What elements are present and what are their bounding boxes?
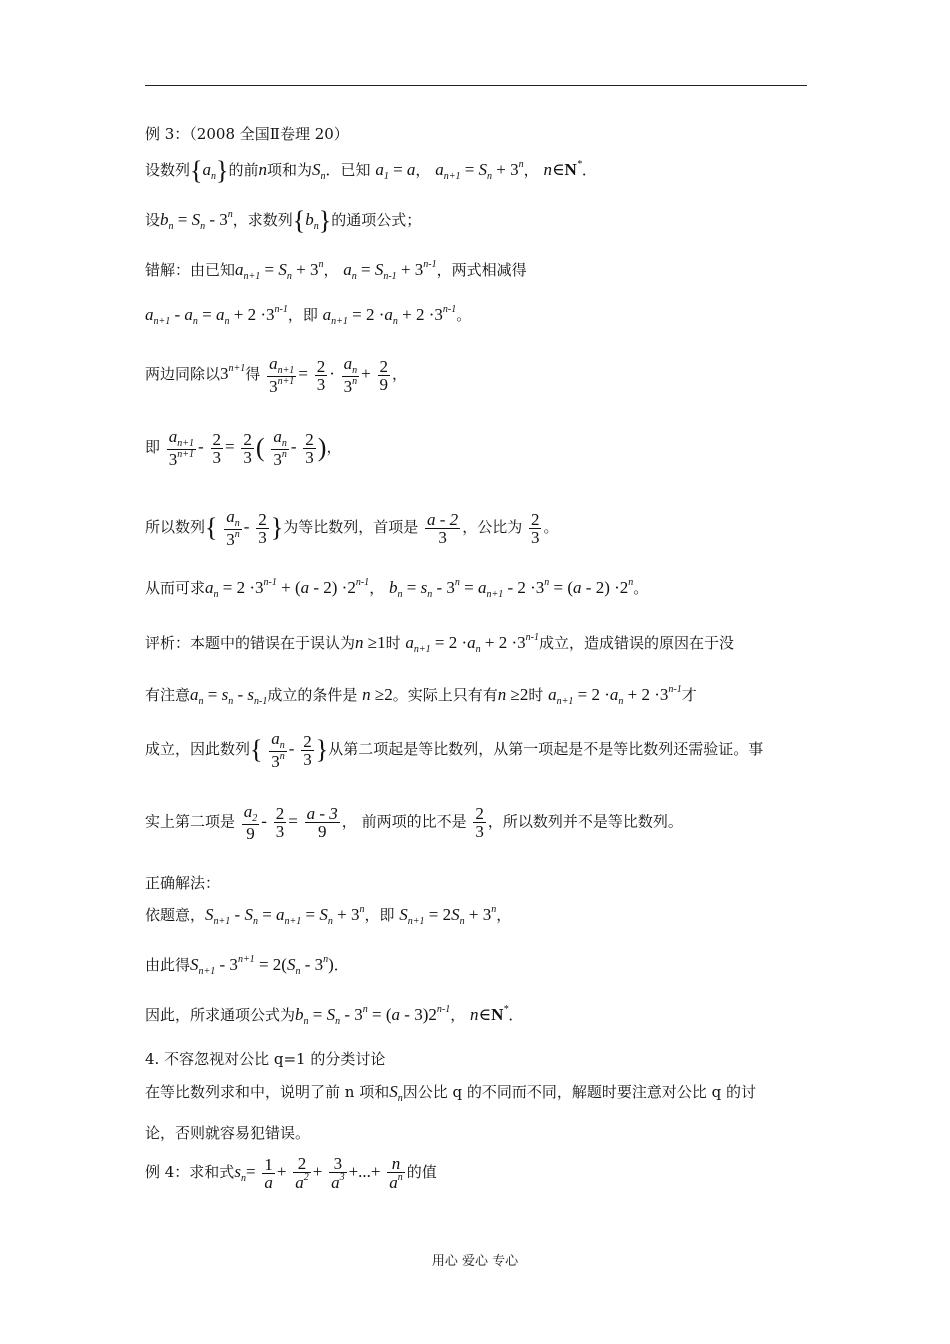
wrong-solution-line-6: 从而可求$a_n = 2 \cdot 3^{n-1} + (a - 2) \cdot 2^{n-1}$， $b_n = s_n - 3^n = a_{n+1} - 2 \cdot 3^n = (a - 2) \cdot 2^n$。 bbox=[145, 577, 649, 600]
header-rule bbox=[145, 85, 807, 86]
wrong-solution-line-1: 错解：由已知$a_{n+1} = S_n + 3^n$， $a_n = S_{n-1} + 3^{n-1}$，两式相减得 bbox=[145, 259, 527, 282]
section-4-paragraph-line-1: 在等比数列求和中，说明了前 n 项和$S_n$因公比 q 的不同而不同，解题时要注意对公比 q 的讨 bbox=[145, 1082, 756, 1104]
section-4-title: 4. 不容忽视对公比 q=1 的分类讨论 bbox=[145, 1050, 386, 1068]
example-4-line: 例 4：求和式$s_n=$ $\frac{1}{a}$ + $\frac{2}{a^2}$ + $\frac{3}{a^3}$ +...+ $\frac{n}{a^n}$ 的值 bbox=[145, 1154, 437, 1192]
correct-solution-line-1: 依题意，$S_{n+1} - S_n = a_{n+1} = S_n + 3^n$，即 $S_{n+1} = 2S_n + 3^n$， bbox=[145, 904, 512, 927]
wrong-solution-line-2: $a_{n+1} - a_n = a_n + 2 \cdot 3^{n-1}$，即 $a_{n+1} = 2 \cdot a_n + 2 \cdot 3^{n-1}$。 bbox=[145, 304, 472, 327]
problem-line-1: 设数列$\{a_n\}$的前n项和为$S_n$．已知 $a_1 = a$， $a_{n+1} = S_n + 3^n$， n∈N*． bbox=[145, 156, 597, 185]
analysis-line-2: 有注意$a_n = s_n - s_{n-1}$成立的条件是 n ≥2。实际上只有有n ≥2时 $a_{n+1} = 2 \cdot a_n + 2 \cdot 3^{n-1}$才 bbox=[145, 684, 697, 707]
section-4-paragraph-line-2: 论，否则就容易犯错误。 bbox=[145, 1124, 311, 1142]
problem-line-2: 设$b_n = S_n - 3^n$，求数列$\{b_n\}$的通项公式； bbox=[145, 206, 422, 235]
analysis-line-1: 评析：本题中的错误在于误认为n ≥1时 $a_{n+1} = 2 \cdot a_n + 2 \cdot 3^{n-1}$成立，造成错误的原因在于没 bbox=[145, 632, 735, 655]
wrong-solution-line-5: 所以数列{ $\frac{a_n}{3^n}$ - $\frac{2}{3}$ }为等比数列，首项是 $\frac{a - 2}{3}$ ，公比为 $\frac{2}{3}$ 。 bbox=[145, 507, 559, 549]
correct-solution-heading: 正确解法： bbox=[145, 874, 221, 892]
wrong-solution-line-3: 两边同除以$3^{n+1}$得 $\frac{a_{n+1}}{3^{n+1}}$ = $\frac{2}{3}$ · $\frac{a_n}{3^n}$ + $\frac{2}{9}$ ， bbox=[145, 354, 408, 396]
example-3-title: 例 3：（2008 全国Ⅱ卷理 20） bbox=[145, 125, 349, 143]
wrong-solution-line-4: 即 $\frac{a_{n+1}}{3^{n+1}}$ - $\frac{2}{3}$ = $\frac{2}{3}$ ( $\frac{a_n}{3^n}$ - $\frac{2}{3}$ )， bbox=[145, 427, 342, 469]
correct-solution-line-3: 因此，所求通项公式为$b_n = S_n - 3^n = (a - 3)2^{n-1}$， n∈N*． bbox=[145, 1004, 524, 1027]
analysis-line-4: 实上第二项是 $\frac{a_2}{9}$ - $\frac{2}{3}$ = $\frac{a - 3}{9}$ ， 前两项的比不是 $\frac{2}{3}$ ，所以数列并不是等比数列。 bbox=[145, 802, 683, 843]
page-footer: 用心 爱心 专心 bbox=[431, 1254, 519, 1269]
correct-solution-line-2: 由此得$S_{n+1} - 3^{n+1} = 2(S_n - 3^n)$． bbox=[145, 954, 349, 977]
analysis-line-3: 成立，因此数列{ $\frac{a_n}{3^n}$ - $\frac{2}{3}$ }从第二项起是等比数列，从第一项起是不是等比数列还需验证。事 bbox=[145, 729, 764, 771]
